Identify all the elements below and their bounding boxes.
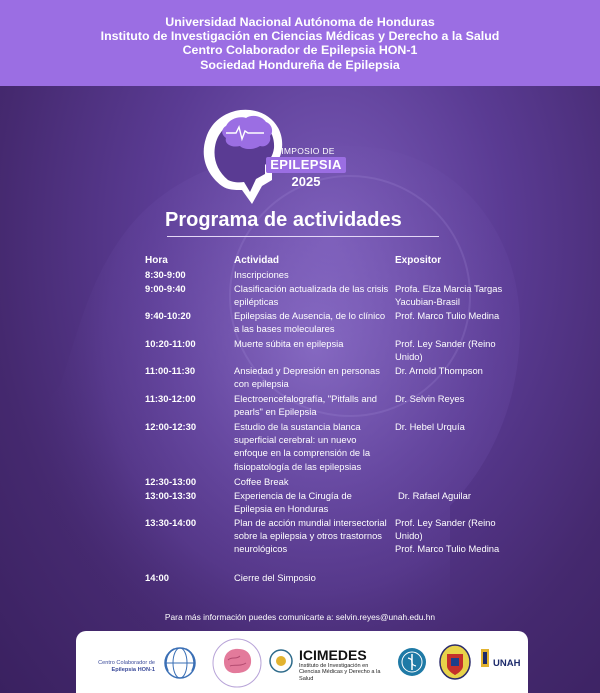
- header-hora: Hora: [145, 255, 168, 266]
- row-speaker: Prof. Ley Sander (Reino Unido): [395, 338, 496, 363]
- row-time: 11:30-12:00: [145, 393, 196, 404]
- row-time: 12:00-12:30: [145, 421, 197, 432]
- header-line-center: Centro Colaborador de Epilepsia HON-1: [182, 43, 418, 58]
- row-time: 11:00-11:30: [145, 365, 196, 376]
- row-activity: Estudio de la sustancia blanca superficial cerebral: un nuevo enfoque en la comprensión de la fisiopatología de las epilepsias: [234, 421, 371, 472]
- row-speaker: Prof. Marco Tulio Medina: [395, 310, 500, 321]
- row-activity: Experiencia de la Cirugía de Epilepsia en Honduras: [234, 490, 352, 515]
- row-speaker: Dr. Rafael Aguilar: [398, 490, 471, 501]
- shield-emblem-icon: [438, 644, 472, 680]
- row-activity: Clasificación actualizada de las crisis epilépticas: [234, 283, 389, 308]
- logo-year: 2025: [291, 174, 321, 189]
- row-time: 8:30-9:00: [145, 269, 186, 280]
- who-emblem-icon: [160, 643, 200, 683]
- row-activity: Inscripciones: [234, 269, 289, 280]
- row-activity: Muerte súbita en epilepsia: [234, 338, 344, 349]
- collaborating-center-text: [95, 660, 155, 674]
- unah-emblem-icon: [478, 647, 492, 669]
- row-speaker: Dr. Hebel Urquía: [395, 421, 465, 432]
- row-time: 9:40-10:20: [145, 310, 191, 321]
- row-activity: Plan de acción mundial intersectorial sobre la epilepsia y otros trastornos neurológicos: [234, 517, 387, 555]
- icimedes-subtitle: Instituto de Investigación en Ciencias Médicas y Derecho a la Salud: [299, 663, 381, 682]
- logo-subtitle: SIMPOSIO DE: [275, 146, 335, 156]
- medical-emblem-icon: [396, 646, 428, 678]
- row-time: 9:00-9:40: [145, 283, 186, 294]
- circular-emblem-icon: [268, 648, 294, 674]
- row-speaker: Dr. Arnold Thompson: [395, 365, 483, 376]
- row-speaker: Dr. Selvin Reyes: [395, 393, 465, 404]
- row-speaker: Profa. Elza Marcia Targas Yacubian-Brasil: [395, 283, 503, 308]
- page-title: Programa de actividades: [165, 209, 402, 231]
- row-speaker: Prof. Ley Sander (Reino Unido) Prof. Marco Tulio Medina: [395, 517, 500, 555]
- row-activity: Ansiedad y Depresión en personas con epilepsia: [234, 365, 380, 390]
- header-line-institute: Instituto de Investigación en Ciencias Médicas y Derecho a la Salud: [100, 29, 500, 44]
- row-activity: Epilepsias de Ausencia, de lo clínico a las bases moleculares: [234, 310, 386, 335]
- header-expositor: Expositor: [395, 255, 442, 266]
- unah-label: UNAH: [493, 658, 521, 669]
- logo-name: EPILEPSIA: [266, 157, 346, 173]
- header-line-university: Universidad Nacional Autónoma de Honduras: [165, 15, 435, 29]
- header-actividad: Actividad: [234, 255, 280, 266]
- honduran-epilepsy-society-logo-icon: [210, 636, 264, 690]
- cc-line2: Epilepsia HON-1: [111, 667, 155, 673]
- contact-info: Para más información puedes comunicarte a: selvin.reyes@unah.edu.hn: [164, 612, 436, 622]
- row-activity: Coffee Break: [234, 476, 289, 487]
- title-divider: [167, 236, 439, 237]
- header-line-society: Sociedad Hondureña de Epilepsia: [200, 57, 400, 72]
- row-time: 10:20-11:00: [145, 338, 196, 349]
- header-banner: [0, 0, 600, 86]
- row-time: 13:00-13:30: [145, 490, 197, 501]
- row-activity: Cierre del Simposio: [234, 572, 316, 583]
- cc-line1: Centro Colaborador de: [98, 660, 155, 666]
- row-time: 14:00: [145, 572, 169, 583]
- row-time: 13:30-14:00: [145, 517, 197, 528]
- row-time: 12:30-13:00: [145, 476, 197, 487]
- icimedes-title: ICIMEDES: [299, 647, 367, 663]
- row-activity: Electroencefalografía, "Pitfalls and pearls" en Epilepsia: [234, 393, 377, 418]
